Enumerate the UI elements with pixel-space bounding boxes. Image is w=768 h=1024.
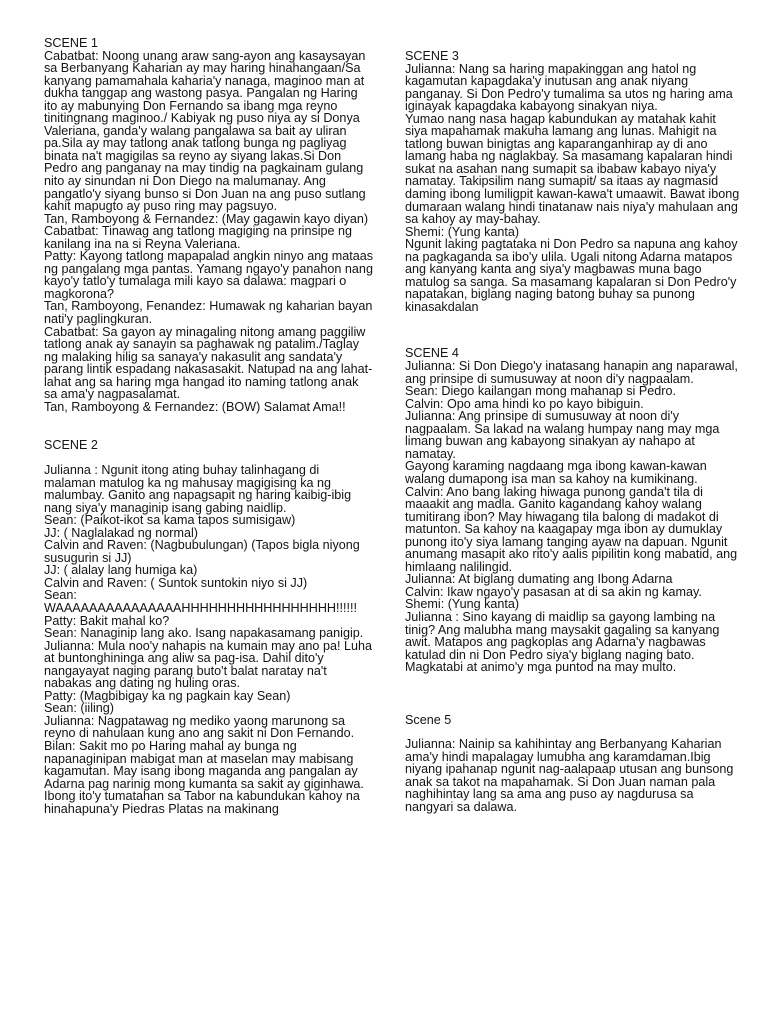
paragraph: Calvin and Raven: ( Suntok suntokin niyo si JJ)	[44, 575, 308, 590]
paragraph: Sean: Diego kailangan mong mahanap si Pedro.	[405, 384, 676, 399]
right-column	[405, 50, 741, 814]
paragraph: Julianna: Nagpatawag ng mediko yaong marunong sa reyno di nahulaan kung ano ang sakit ni Don Fernando.	[44, 713, 355, 741]
paragraph: Julianna: Ang prinsipe di sumusuway at noon di'y nagpaalam. Sa lakad na walang humpay nang may mga limang buwan ang kabayong sinakyan ay nahapo at namatay.	[405, 409, 720, 461]
scene-4-body	[405, 360, 741, 674]
paragraph: Cabatbat: Noong unang araw sang-ayon ang kasaysayan sa Berbanyang Kaharian ay may haring hinahangaan/Sa kanyang pamamahala kaharia'y nanaga, maginoo man at dukha tanggap ang wastong pasya. Pangalan ng Haring ito ay mabunying Don Fernando sa ibang mga reyno tinitingnang maginoo./ Kabiyak ng puso niya ay si Donya Valeriana, ganda'y walang pangalawa sa bait ay uliran pa.Sila ay may tatlong anak tatlong bunga ng pagliyag binata na't magigilas sa reyno ay siyang lakas.Si Don Pedro ang panganay na may tindig na pagkainam gulang nito ay sinundan ni Don Diego na malumanay. Ang pangatlo'y siyang bunso si Don Juan na ang puso sutlang kahit mapugto ay puso ring may pagsuyo.	[44, 48, 366, 214]
paragraph: Julianna : Sino kayang di maidlip sa gayong lambing na tinig? Ang malubha mang maysakit gagaling sa kanyang awit. Matapos ang pagkoplas ang Adarna'y nagbawas katulad din ni Don Pedro siya'y biglang naging bato. Magkatabi at animo'y mga puntod na may multo.	[405, 609, 720, 675]
paragraph: Sean: (iiling)	[44, 701, 114, 716]
paragraph: Patty: (Magbibigay ka ng pagkain kay Sean)	[44, 688, 291, 703]
paragraph: Calvin: Ano bang laking hiwaga punong ganda't tila di maaakit ang madla. Ganito kagandang kahoy walang tumitirang ibon? May hiwagang tila balong di madakot di matunton. Sa kahoy na kaagapay mga ibon ay dumuklay punong ito'y siya lamang tanging ayaw na dapuan. Ngunit anumang masapit ako rito'y aalis pipilitin kong mabatid, ang himlaang nalilingid.	[405, 484, 738, 574]
paragraph: Julianna: Nainip sa kahihintay ang Berbanyang Kaharian ama'y hindi mapalagay lumubha ang karamdaman.Ibig niyang ipahanap ngunit nag-aalapaap utusan ang bunsong anak sa takot na mapahamak. Si Don Juan naman pala naghihintay lang sa ama ang puso ay nagdurusa sa nangyari sa dalawa.	[405, 737, 734, 814]
paragraph: Julianna: At biglang dumating ang Ibong Adarna	[405, 572, 673, 587]
paragraph: Shemi: (Yung kanta)	[405, 224, 520, 239]
paragraph: Ngunit laking pagtataka ni Don Pedro sa napuna ang kahoy na pagkaganda sa ibo'y ulila. Ugali nitong Adarna matapos ang kanyang kanta ang siya'y magbawas muna bago matulog sa sanga. Sa masamang kapalaran si Don Pedro'y napatakan, biglang naging batong buhay sa punong kinasakdalan	[405, 237, 738, 314]
paragraph: Sean: WAAAAAAAAAAAAAAAHHHHHHHHHHHHHHHHH!!!!!!	[44, 588, 358, 615]
paragraph: Shemi: (Yung kanta)	[405, 597, 520, 612]
paragraph: Calvin: Ikaw ngayo'y pasasan at di sa akin ng kamay.	[405, 584, 702, 599]
paragraph: Tan, Ramboyong & Fernandez: (May gagawin kayo diyan)	[44, 211, 369, 226]
paragraph: Calvin and Raven: (Nagbubulungan) (Tapos bigla niyong susugurin si JJ)	[44, 538, 360, 565]
scene-5-body	[405, 738, 741, 813]
paragraph: Julianna: Si Don Diego'y inatasang hanapin ang naparawal, ang prinsipe di sumusuway at noon di'y nagpaalam.	[405, 359, 738, 386]
paragraph: Calvin: Opo ama hindi ko po kayo bibiguin.	[405, 396, 644, 411]
scene-3-heading: SCENE 3	[405, 49, 459, 63]
paragraph: Julianna: Mula noo'y nahapis na kumain may ano pa! Luha at buntonghininga ang aliw sa pag-isa. Dahil dito'y nangayayat naging parang buto't balat naratay na't nabakas ang dating ng huling oras.	[44, 638, 372, 691]
paragraph: JJ: ( Naglalakad ng normal)	[44, 525, 198, 540]
paragraph: Patty: Bakit mahal ko?	[44, 613, 170, 628]
scene-5-heading: Scene 5	[405, 712, 452, 727]
spacer	[405, 313, 741, 347]
scene-3-body	[405, 63, 741, 314]
paragraph: Tan, Ramboyong, Fenandez: Humawak ng kaharian bayan nati'y paglingkuran.	[44, 299, 373, 327]
scene-1-heading: SCENE 1	[44, 36, 98, 50]
paragraph: Cabatbat: Sa gayon ay minagaling nitong amang paggiliw tatlong anak ay sanayin sa paghawak ng patalim./Taglay ng malaking hilig sa sanaya'y nakasulit ang sandata'y parang lintik espadang nakasasakit. Natupad na ang lahat-lahat ang sa haring mga hangad ito naming tatlong anak sa ama'y nagpasalamat.	[44, 324, 373, 402]
scene-2-heading: SCENE 2	[44, 438, 98, 453]
paragraph: Sean: Nanaginip lang ako. Isang napakasamang panigip.	[44, 626, 364, 641]
paragraph: Cabatbat: Tinawag ang tatlong magiging na prinsipe ng kanilang ina na si Reyna Valeriana.	[44, 224, 353, 251]
paragraph: Julianna : Ngunit itong ating buhay talinhagang di malaman matulog ka ng mahusay magigising ka ng malumbay. Ganito ang napagsapit ng haring kaibig-ibig nang siya'y managinip isang gabing naidlip.	[44, 462, 352, 515]
paragraph: Bilan: Sakit mo po Haring mahal ay bunga ng napanaginipan mabigat man at maselan may mabisang kagamutan. May isang ibong maganda ang pangalan ay Adarna pag narinig mong kumanta sa sakit ay giginhawa. Ibong ito'y tumatahan sa Tabor na kabundukan kahoy na hinahapuna'y Piedras Platas na makinang	[44, 738, 364, 816]
paragraph: Tan, Ramboyong & Fernandez: (BOW) Salamat Ama!!	[44, 399, 346, 414]
scene-1-body	[44, 50, 374, 414]
paragraph: Patty: Kayong tatlong mapapalad angkin ninyo ang mataas ng pangalang mga pantas. Yamang ngayo'y panahon nang kayo'y tatlo'y tumalaga mili kayo sa dalawa: magpari o magkorona?	[44, 249, 374, 301]
spacer	[405, 674, 741, 714]
paragraph: Yumao nang nasa hagap kabundukan ay matahak kahit siya mapahamak makuha lamang ang lunas. Mahigit na tatlong buwan binigtas ang kaparanganhirap ay di ano lamang haba ng naglakbay. Sa masamang kapalaran hindi sukat na asahan nang sumapit sa ibabaw kabayo niya'y namatay. Takipsilim nang sumapit/ sa itaas ay nagmasid daming ibong lumiligpit kawan-kawa't umaawit. Bawat ibong dumaraan walang hindi tinatanaw nais niya'y mahulaan ang sa kahoy ay may-bahay.	[405, 111, 740, 227]
paragraph: Gayong karaming nagdaang mga ibong kawan-kawan walang dumapong isa man sa kahoy na kumikinang.	[405, 459, 707, 486]
paragraph: JJ: ( alalay lang humiga ka)	[44, 563, 198, 578]
left-column	[44, 37, 374, 815]
paragraph: Julianna: Nang sa haring mapakinggan ang hatol ng kagamutan kapagdaka'y inutusan ang anak niyang panganay. Si Don Pedro'y tumalima sa utos ng haring ama iginayak kapagdaka kabayong sinakyan niya.	[405, 61, 733, 114]
scene-2-body	[44, 464, 374, 815]
scene-4-heading: SCENE 4	[405, 346, 459, 361]
paragraph: Sean: (Paikot-ikot sa kama tapos sumisigaw)	[44, 513, 296, 528]
spacer	[44, 413, 374, 439]
